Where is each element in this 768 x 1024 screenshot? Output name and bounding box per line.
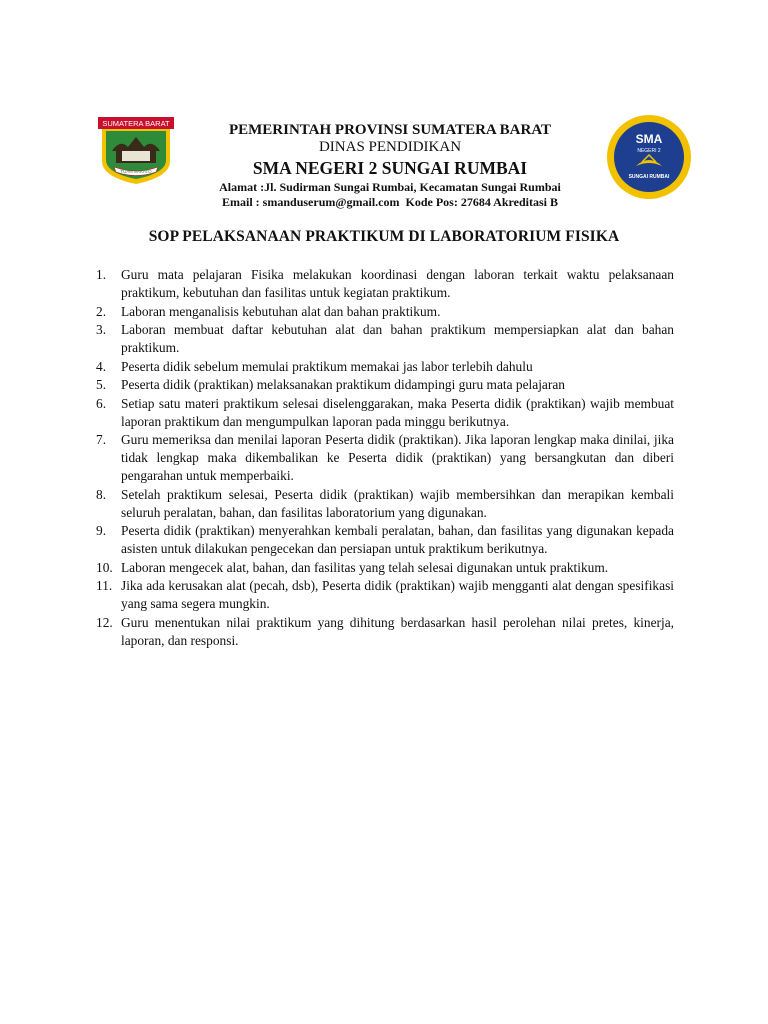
- list-item-text: Guru memeriksa dan menilai laporan Peserta didik (praktikan). Jika laporan lengkap maka dinilai, jika tidak lengkap maka dikembalikan ke Peserta didik (praktikan) yang bersangkutan dan diberi pengarahan untuk memperbaiki.: [121, 432, 674, 483]
- list-item-text: Peserta didik sebelum memulai praktikum memakai jas labor terlebih dahulu: [121, 358, 533, 374]
- list-item-number: 4.: [96, 358, 107, 374]
- list-item: [96, 431, 674, 485]
- list-item-text: Peserta didik (praktikan) melaksanakan praktikum didampingi guru mata pelajaran: [121, 377, 565, 392]
- sop-list: [96, 266, 674, 650]
- list-item-text: Laboran mengecek alat, bahan, dan fasilitas yang telah selesai digunakan untuk praktikum.: [121, 559, 609, 575]
- letterhead-school-name: SMA NEGERI 2 SUNGAI RUMBAI: [252, 158, 528, 178]
- emblem-middle-text: NEGERI 2: [637, 148, 661, 154]
- list-item-text: Setiap satu materi praktikum selesai diselenggarakan, maka Peserta didik (praktikan) wajib membuat laporan praktikum dan mengumpulkan laporan pada minggu berikutnya.: [121, 395, 674, 429]
- list-item-text: Guru menentukan nilai praktikum yang dihitung berdasarkan hasil perolehan nilai pretes, kinerja, laporan, dan responsi.: [121, 614, 674, 648]
- list-item: [96, 577, 674, 613]
- school-emblem-logo: [606, 114, 692, 200]
- document-title: SOP PELAKSANAAN PRAKTIKUM DI LABORATORIUM FISIKA: [148, 228, 620, 245]
- list-item-number: 8.: [96, 486, 107, 502]
- list-item-text: Guru mata pelajaran Fisika melakukan koordinasi dengan laboran terkait waktu pelaksanaan praktikum, kebutuhan dan fasilitas untuk kegiatan praktikum.: [121, 267, 674, 300]
- emblem-ribbon-text: TUAH SAKATO: [120, 169, 152, 174]
- list-item: [96, 522, 674, 558]
- list-item-number: 1.: [96, 267, 107, 282]
- list-item: [96, 321, 674, 357]
- province-emblem-logo: [98, 117, 174, 185]
- letterhead-government: PEMERINTAH PROVINSI SUMATERA BARAT: [228, 122, 552, 138]
- list-item-number: 11.: [96, 578, 113, 593]
- list-item-number: 9.: [96, 523, 107, 538]
- list-item-text: Laboran membuat daftar kebutuhan alat dan bahan praktikum mempersiapkan alat dan bahan praktikum.: [121, 322, 674, 355]
- list-item-text: Laboran menganalisis kebutuhan alat dan bahan praktikum.: [121, 303, 441, 319]
- list-item: [96, 559, 674, 577]
- emblem-top-text: SMA: [635, 132, 663, 146]
- list-item-number: 7.: [96, 432, 107, 447]
- list-item: [96, 486, 674, 522]
- letterhead-contact: Email : smanduserum@gmail.com Kode Pos: 27684 Akreditasi B: [222, 195, 558, 209]
- letterhead-department: DINAS PENDIDIKAN: [318, 139, 462, 155]
- list-item: [96, 303, 674, 321]
- list-item-number: 5.: [96, 377, 107, 392]
- list-item-number: 3.: [96, 322, 107, 337]
- list-item-text: Peserta didik (praktikan) menyerahkan kembali peralatan, bahan, dan fasilitas yang digunakan kepada asisten untuk dilakukan pengecekan dan persiapan untuk praktikum berikutnya.: [121, 523, 674, 556]
- list-item-text: Setelah praktikum selesai, Peserta didik (praktikan) wajib membersihkan dan merapikan kembali seluruh peralatan, bahan, dan fasilitas laboratorium yang digunakan.: [121, 486, 674, 520]
- list-item-number: 12.: [96, 614, 113, 630]
- list-item-number: 10.: [96, 559, 113, 575]
- list-item: [96, 266, 674, 302]
- letterhead: [190, 122, 590, 210]
- emblem-bottom-text: SUNGAI RUMBAI: [628, 174, 670, 180]
- emblem-banner-text: SUMATERA BARAT: [102, 119, 170, 128]
- list-item: [96, 395, 674, 431]
- list-item: [96, 614, 674, 650]
- list-item-number: 2.: [96, 303, 107, 319]
- list-item: [96, 376, 674, 394]
- list-item-number: 6.: [96, 395, 107, 411]
- list-item: [96, 358, 674, 376]
- list-item-text: Jika ada kerusakan alat (pecah, dsb), Peserta didik (praktikan) wajib mengganti alat dengan spesifikasi yang sama segera mungkin.: [121, 578, 674, 611]
- letterhead-address: Alamat :Jl. Sudirman Sungai Rumbai, Kecamatan Sungai Rumbai: [219, 180, 561, 194]
